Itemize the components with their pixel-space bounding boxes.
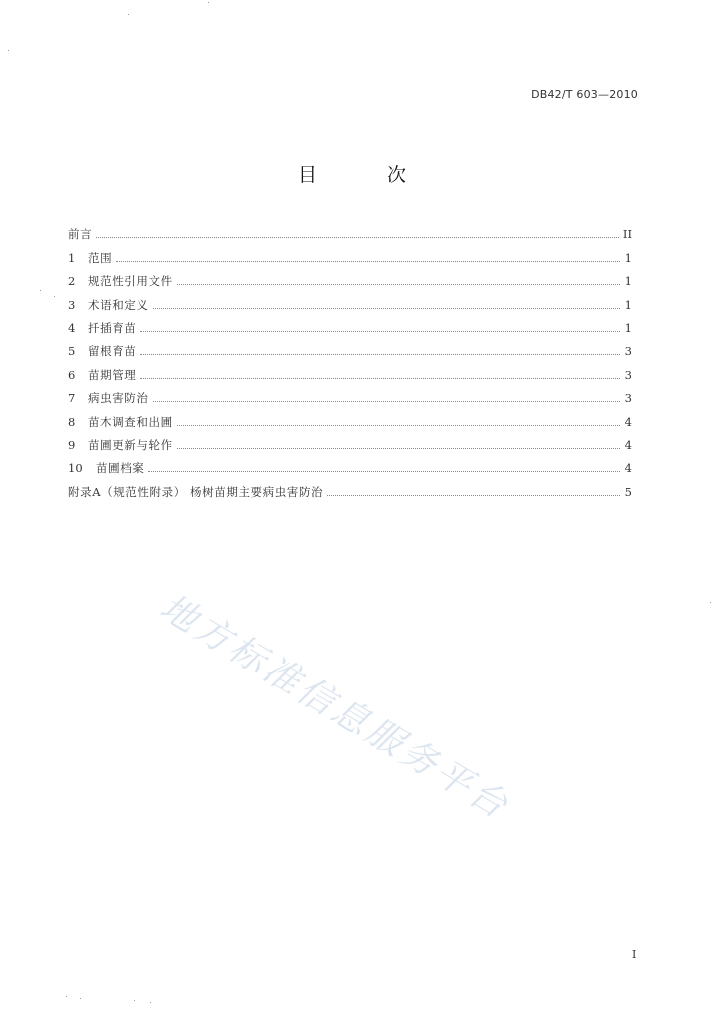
dot-leader [140, 378, 620, 379]
toc-entry-number: 8 [68, 414, 76, 429]
dot-leader [116, 261, 620, 262]
scan-speck [40, 290, 41, 291]
toc-entry-label: 术语和定义 [88, 297, 149, 312]
toc-entry-label: 附录A（规范性附录） 杨树苗期主要病虫害防治 [68, 484, 324, 499]
toc-entry-number: 4 [68, 320, 76, 335]
toc-entry-seedling-management[interactable] [68, 358, 632, 381]
document-code: DB42/T 603—2010 [531, 88, 638, 101]
dot-leader [153, 401, 621, 402]
scan-speck [208, 2, 209, 3]
table-of-contents [68, 218, 632, 499]
dot-leader [327, 495, 620, 496]
toc-entry-root-propagation[interactable] [68, 335, 632, 358]
toc-entry-number: 1 [68, 250, 76, 265]
toc-entry-page: II [622, 227, 632, 242]
toc-entry-label: 苗圃更新与轮作 [88, 437, 173, 452]
scan-speck [54, 296, 55, 297]
toc-entry-page: 1 [624, 297, 632, 312]
dot-leader [153, 308, 621, 309]
toc-entry-number: 9 [68, 437, 76, 452]
toc-entry-page: 4 [624, 414, 632, 429]
dot-leader [96, 237, 619, 238]
watermark: 地方标准信息服务平台 [152, 586, 517, 829]
toc-entry-label: 苗圃档案 [96, 461, 145, 476]
toc-entry-scope[interactable] [68, 241, 632, 264]
toc-entry-page: 5 [624, 484, 632, 499]
toc-entry-number: 3 [68, 297, 76, 312]
toc-entry-nursery-renewal[interactable] [68, 429, 632, 452]
toc-entry-label: 范围 [88, 250, 113, 265]
toc-entry-normative-references[interactable] [68, 265, 632, 288]
toc-entry-page: 1 [624, 274, 632, 289]
toc-entry-number: 6 [68, 367, 76, 382]
dot-leader [177, 425, 620, 426]
scan-speck [710, 602, 711, 603]
toc-entry-label: 扦插育苗 [88, 320, 137, 335]
toc-entry-number: 10 [68, 461, 83, 476]
toc-entry-page: 3 [624, 367, 632, 382]
dot-leader [140, 331, 620, 332]
toc-entry-number: 7 [68, 391, 76, 406]
toc-entry-number: 5 [68, 344, 76, 359]
toc-entry-page: 1 [624, 250, 632, 265]
toc-entry-label: 前言 [68, 227, 93, 242]
scan-speck [66, 996, 67, 997]
toc-entry-label: 规范性引用文件 [88, 274, 173, 289]
scan-speck [150, 1002, 151, 1003]
page-number: I [632, 948, 637, 961]
toc-title: 目 次 [297, 164, 439, 186]
toc-entry-page: 3 [624, 344, 632, 359]
toc-entry-label: 病虫害防治 [88, 391, 149, 406]
scan-speck [80, 998, 81, 999]
toc-entry-terms-definitions[interactable] [68, 288, 632, 311]
toc-entry-appendix-a[interactable] [68, 475, 632, 498]
dot-leader [177, 284, 620, 285]
toc-entry-survey-and-lifting[interactable] [68, 405, 632, 428]
scan-speck [8, 50, 9, 51]
toc-entry-page: 4 [624, 437, 632, 452]
toc-entry-page: 3 [624, 391, 632, 406]
toc-entry-nursery-records[interactable] [68, 452, 632, 475]
scan-speck [134, 1000, 135, 1001]
dot-leader [177, 448, 620, 449]
scan-speck [128, 14, 129, 15]
dot-leader [140, 354, 620, 355]
toc-entry-number: 2 [68, 274, 76, 289]
toc-entry-label: 苗期管理 [88, 367, 137, 382]
dot-leader [148, 471, 620, 472]
toc-entry-label: 苗木调查和出圃 [88, 414, 173, 429]
toc-entry-pest-control[interactable] [68, 382, 632, 405]
toc-entry-page: 4 [624, 461, 632, 476]
toc-entry-page: 1 [624, 320, 632, 335]
toc-entry-foreword[interactable] [68, 218, 632, 241]
toc-entry-cutting-propagation[interactable] [68, 312, 632, 335]
toc-entry-label: 留根育苗 [88, 344, 137, 359]
